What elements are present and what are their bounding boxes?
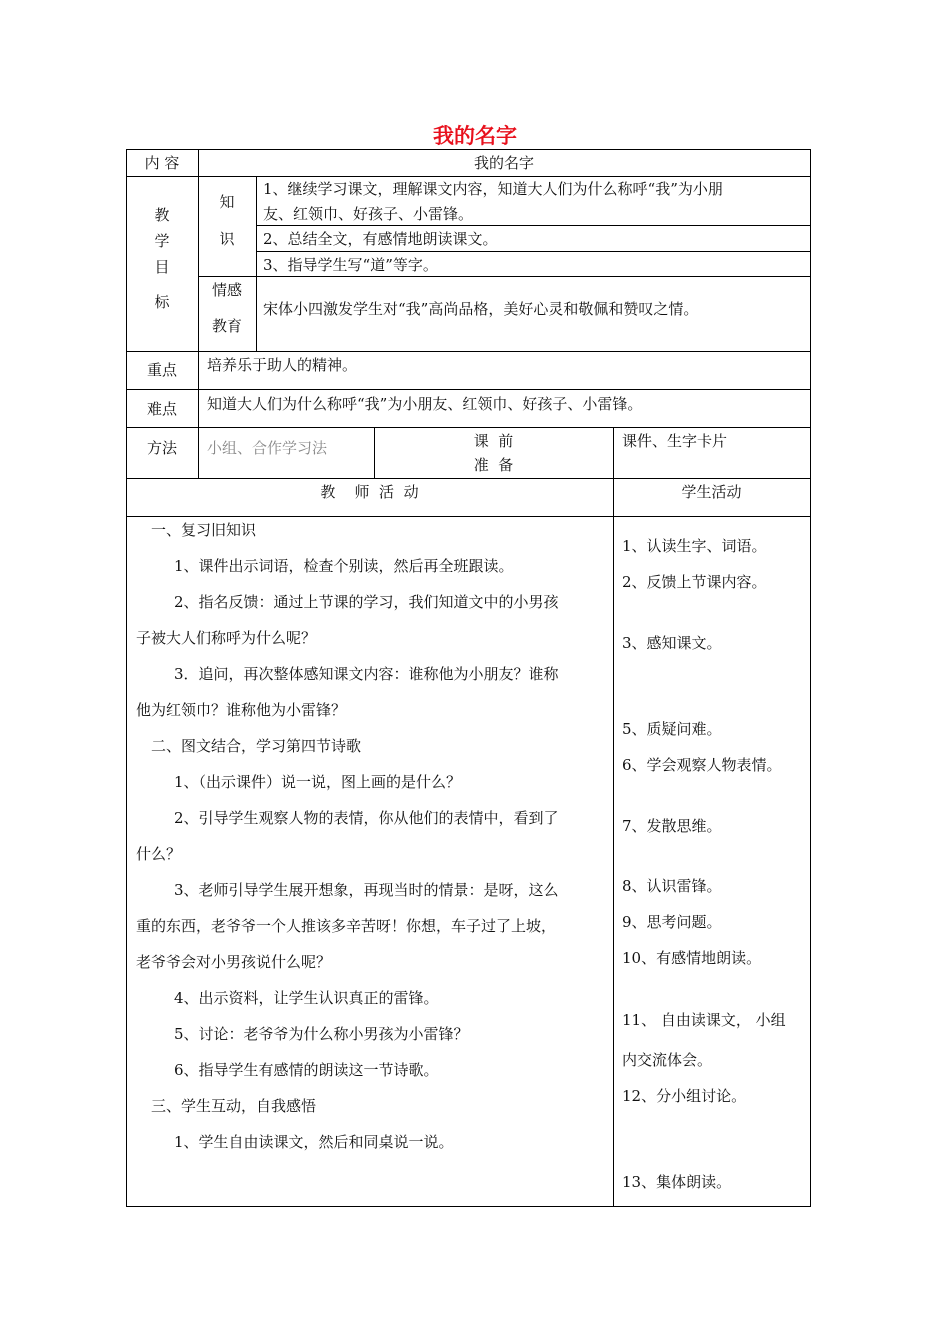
content-value: 我的名字 — [473, 154, 534, 172]
page-title: 我的名字 — [433, 124, 517, 148]
list-item: 13、集体朗读。 — [622, 1173, 732, 1191]
list-item: 三、学生互动，自我感悟 — [151, 1097, 317, 1115]
table-border-right — [810, 149, 811, 1207]
objectives-label-char: 学 — [154, 232, 170, 250]
table-border-top — [126, 149, 811, 150]
row-divider — [126, 389, 811, 390]
knowledge-item: 2、总结全文，有感情地朗读课文。 — [263, 230, 498, 248]
row-divider — [126, 478, 811, 479]
list-item: 4、出示资料，让学生认识真正的雷锋。 — [174, 989, 439, 1007]
column-divider — [613, 427, 614, 1207]
list-item: 12、分小组讨论。 — [622, 1087, 747, 1105]
knowledge-label-char: 知 — [219, 193, 235, 211]
list-item: 2、指名反馈：通过上节课的学习，我们知道文中的小男孩 — [174, 593, 559, 611]
knowledge-item: 1、继续学习课文，理解课文内容，知道大人们为什么称呼“我”为小朋 — [263, 180, 723, 198]
emotion-label: 情感 — [211, 281, 242, 299]
list-item: 1、（出示课件）说一说，图上画的是什么？ — [174, 773, 462, 791]
difficulty-label: 难点 — [146, 400, 177, 418]
list-item: 重的东西，老爷爷一个人推该多辛苦呀！你想，车子过了上坡， — [136, 917, 557, 935]
list-item: 3．追问，再次整体感知课文内容：谁称他为小朋友？谁称 — [174, 665, 559, 683]
objectives-label-char: 教 — [154, 206, 170, 224]
list-item: 子被大人们称呼为什么呢？ — [136, 629, 317, 647]
method-label: 方法 — [146, 439, 177, 457]
list-item: 老爷爷会对小男孩说什么呢？ — [136, 953, 332, 971]
list-item: 8、认识雷锋。 — [622, 877, 722, 895]
list-item: 7、发散思维。 — [622, 817, 722, 835]
objectives-label-char: 标 — [154, 293, 170, 311]
list-item: 5、质疑问难。 — [622, 720, 722, 738]
column-divider — [256, 176, 257, 352]
list-item: 6、指导学生有感情的朗读这一节诗歌。 — [174, 1061, 439, 1079]
prep-text: 课件、生字卡片 — [622, 432, 728, 450]
list-item: 内交流体会。 — [622, 1051, 713, 1069]
student-activities-header: 学生活动 — [681, 483, 742, 501]
list-item: 2、反馈上节课内容。 — [622, 573, 767, 591]
list-item: 1、课件出示词语，检查个别读，然后再全班跟读。 — [174, 557, 514, 575]
list-item: 6、学会观察人物表情。 — [622, 756, 782, 774]
list-item: 10、有感情地朗读。 — [622, 949, 762, 967]
row-divider — [126, 516, 811, 517]
method-text: 小组、合作学习法 — [207, 439, 328, 457]
list-item: 3、感知课文。 — [622, 634, 722, 652]
list-item: 2、引导学生观察人物的表情，你从他们的表情中，看到了 — [174, 809, 559, 827]
knowledge-label-char: 识 — [219, 230, 235, 248]
table-border-bottom — [126, 1206, 811, 1207]
knowledge-item: 友、红领巾、好孩子、小雷锋。 — [263, 205, 474, 223]
list-item: 9、思考问题。 — [622, 913, 722, 931]
list-item: 11、 自由读课文， 小组 — [622, 1011, 786, 1029]
row-divider — [126, 351, 811, 352]
prep-label: 课 前 — [473, 432, 514, 450]
list-item: 他为红领巾？谁称他为小雷锋？ — [136, 701, 347, 719]
row-divider — [126, 427, 811, 428]
objectives-label-char: 目 — [154, 258, 170, 276]
list-item: 什么？ — [136, 845, 182, 863]
emotion-text: 宋体小四激发学生对“我”高尚品格，美好心灵和敬佩和赞叹之情。 — [263, 300, 699, 318]
row-divider — [256, 251, 811, 252]
list-item: 1、学生自由读课文，然后和同桌说一说。 — [174, 1133, 454, 1151]
knowledge-item: 3、指导学生写“道”等字。 — [263, 256, 438, 274]
list-item: 5、讨论：老爷爷为什么称小男孩为小雷锋？ — [174, 1025, 469, 1043]
emotion-label: 教育 — [211, 317, 242, 335]
list-item: 一、复习旧知识 — [151, 521, 257, 539]
prep-label: 准 备 — [473, 456, 514, 474]
list-item: 3、老师引导学生展开想象，再现当时的情景：是呀，这么 — [174, 881, 559, 899]
teacher-activities-header: 教 师 活 动 — [320, 483, 419, 501]
content-label: 内 容 — [144, 154, 180, 172]
list-item: 二、图文结合，学习第四节诗歌 — [151, 737, 362, 755]
key-point-label: 重点 — [146, 361, 177, 379]
key-point-text: 培养乐于助人的精神。 — [207, 356, 358, 374]
difficulty-text: 知道大人们为什么称呼“我”为小朋友、红领巾、好孩子、小雷锋。 — [207, 395, 643, 413]
list-item: 1、认读生字、词语。 — [622, 537, 767, 555]
